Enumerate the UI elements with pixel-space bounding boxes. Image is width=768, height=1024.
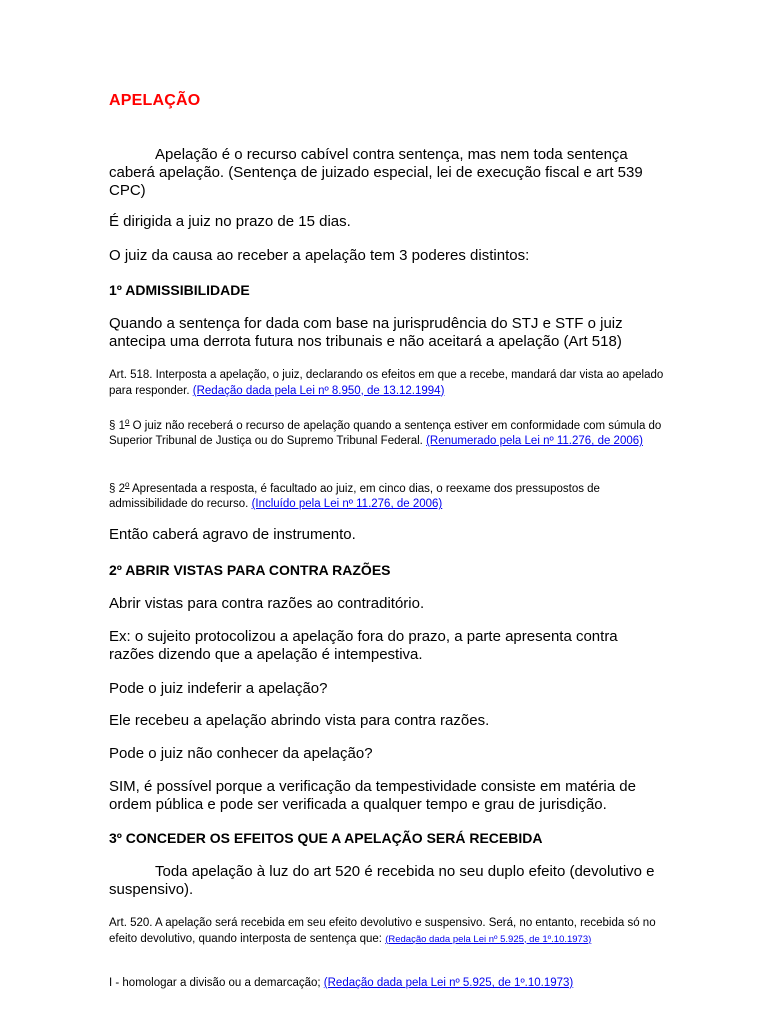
intro-paragraph: Apelação é o recurso cabível contra sentença, mas nem toda sentença caberá apelação. (Sentença de juizado especial, lei de execução fiscal e art 539 CPC) bbox=[109, 146, 643, 199]
resposta-conhecer: SIM, é possível porque a verificação da tempestividade consiste em matéria de ordem pública e pode ser verificada a qualquer tempo e grau de jurisdição. bbox=[109, 778, 636, 813]
heading-admissibilidade: 1º ADMISSIBILIDADE bbox=[109, 282, 250, 298]
heading-efeitos: 3º CONCEDER OS EFEITOS QUE A APELAÇÃO SERÁ RECEBIDA bbox=[109, 830, 543, 846]
art520-text: Art. 520. A apelação será recebida em seu efeito devolutivo e suspensivo. Será, no entanto, recebida só no efeito devolutivo, quando interposta de sentença que: bbox=[109, 917, 656, 945]
paragrafo2-link[interactable]: (Incluído pela Lei nº 11.276, de 2006) bbox=[251, 498, 443, 511]
resposta-indeferir: Ele recebeu a apelação abrindo vista para contra razões. bbox=[109, 712, 490, 729]
page-title: APELAÇÃO bbox=[109, 92, 201, 109]
art518-paragraph bbox=[109, 368, 664, 399]
paragrafo2-prefix: § 2 bbox=[109, 482, 125, 495]
prazo-paragraph: É dirigida a juiz no prazo de 15 dias. bbox=[109, 213, 351, 230]
paragrafo1 bbox=[109, 414, 664, 450]
inciso1-paragraph bbox=[109, 976, 664, 992]
admissibilidade-paragraph: Quando a sentença for dada com base na jurisprudência do STJ e STF o juiz antecipa uma derrota futura nos tribunais e não aceitará a apelação (Art 518) bbox=[109, 315, 623, 350]
art520-link[interactable]: (Redação dada pela Lei nº 5.925, de 1º.10.1973) bbox=[385, 933, 592, 945]
vistas-paragraph: Abrir vistas para contra razões ao contraditório. bbox=[109, 595, 425, 612]
art518-link[interactable]: (Redação dada pela Lei nº 8.950, de 13.12.1994) bbox=[192, 384, 445, 397]
agravo-paragraph: Então caberá agravo de instrumento. bbox=[109, 526, 356, 543]
heading-abrir-vistas: 2º ABRIR VISTAS PARA CONTRA RAZÕES bbox=[109, 562, 391, 578]
inciso1-text: I - homologar a divisão ou a demarcação; bbox=[109, 977, 321, 989]
efeito-paragraph: Toda apelação à luz do art 520 é recebida no seu duplo efeito (devolutivo e suspensivo). bbox=[109, 863, 655, 898]
paragrafo2-sup: o bbox=[125, 480, 130, 489]
exemplo-paragraph: Ex: o sujeito protocolizou a apelação fora do prazo, a parte apresenta contra razões dizendo que a apelação é intempestiva. bbox=[109, 628, 618, 663]
art518-text: Art. 518. Interposta a apelação, o juiz, declarando os efeitos em que a recebe, mandará dar vista ao apelado para responder. bbox=[109, 369, 664, 397]
paragrafo1-text: O juiz não receberá o recurso de apelação quando a sentença estiver em conformidade com súmula do Superior Tribunal de Justiça ou do Supremo Tribunal Federal. bbox=[109, 419, 662, 448]
paragrafo2-text: Apresentada a resposta, é facultado ao juiz, em cinco dias, o reexame dos pressupostos de admissibilidade do recurso. bbox=[109, 482, 600, 511]
inciso1-link[interactable]: (Redação dada pela Lei nº 5.925, de 1º.10.1973) bbox=[323, 977, 574, 989]
paragrafo2 bbox=[109, 477, 664, 513]
pergunta-indeferir: Pode o juiz indeferir a apelação? bbox=[109, 680, 328, 697]
paragrafo1-prefix: § 1 bbox=[109, 419, 125, 432]
poderes-paragraph: O juiz da causa ao receber a apelação tem 3 poderes distintos: bbox=[109, 247, 530, 264]
paragrafo1-link[interactable]: (Renumerado pela Lei nº 11.276, de 2006) bbox=[426, 435, 643, 448]
pergunta-conhecer: Pode o juiz não conhecer da apelação? bbox=[109, 745, 373, 762]
paragrafo1-sup: o bbox=[125, 417, 130, 426]
art520-paragraph bbox=[109, 916, 664, 947]
